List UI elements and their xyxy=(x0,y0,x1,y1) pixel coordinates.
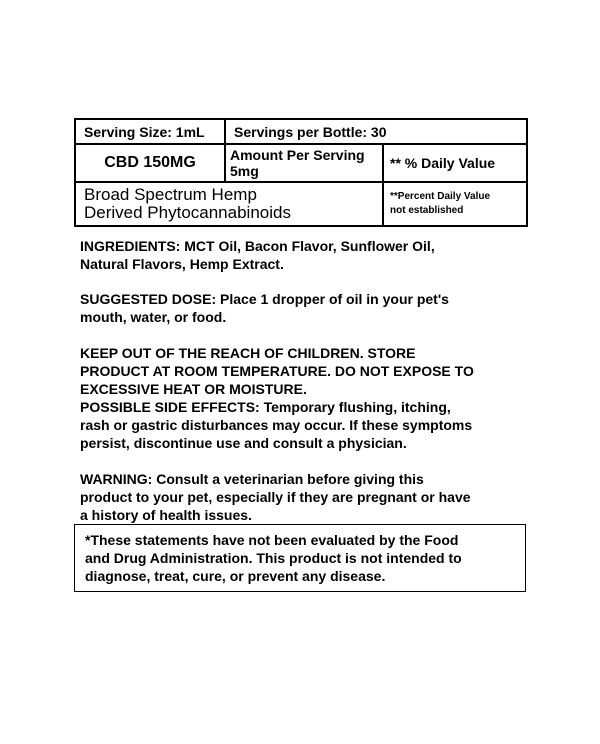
side-effects-section xyxy=(80,398,530,452)
spectrum-line-2: Derived Phytocannabinoids xyxy=(84,203,291,222)
servings-per-bottle-cell: Servings per Bottle: 30 xyxy=(225,119,527,144)
spectrum-line-1: Broad Spectrum Hemp xyxy=(84,185,257,204)
disclaimer-line-1: *These statements have not been evaluated by the Food xyxy=(85,532,459,548)
side-effects-line-2: rash or gastric disturbances may occur. If these symptoms xyxy=(80,417,473,433)
amount-per-serving-cell xyxy=(225,144,383,182)
storage-line-2: PRODUCT AT ROOM TEMPERATURE. DO NOT EXPOSE TO xyxy=(80,363,474,379)
suggested-dose-line-2: mouth, water, or food. xyxy=(80,309,227,325)
daily-value-note-cell xyxy=(383,182,527,226)
ingredients-section xyxy=(80,237,530,273)
side-effects-line-1: POSSIBLE SIDE EFFECTS: Temporary flushing, itching, xyxy=(80,399,451,415)
suggested-dose-section xyxy=(80,290,530,326)
disclaimer-line-2: and Drug Administration. This product is not intended to xyxy=(85,550,462,566)
warning-line-2: product to your pet, especially if they are pregnant or have xyxy=(80,489,471,505)
facts-row-amount xyxy=(75,144,527,182)
ingredients-line-1: INGREDIENTS: MCT Oil, Bacon Flavor, Sunflower Oil, xyxy=(80,238,435,254)
daily-value-header-cell: ** % Daily Value xyxy=(383,144,527,182)
amount-per-serving-value: 5mg xyxy=(230,163,259,179)
supplement-facts-table xyxy=(74,118,528,227)
spectrum-cell xyxy=(75,182,383,226)
facts-row-serving xyxy=(75,119,527,144)
serving-size-cell: Serving Size: 1mL xyxy=(75,119,225,144)
storage-line-1: KEEP OUT OF THE REACH OF CHILDREN. STORE xyxy=(80,345,416,361)
side-effects-line-3: persist, discontinue use and consult a physician. xyxy=(80,435,407,451)
cbd-amount-cell: CBD 150MG xyxy=(75,144,225,182)
daily-value-note-line-2: not established xyxy=(390,205,464,216)
warning-line-3: a history of health issues. xyxy=(80,507,252,523)
warning-section xyxy=(80,470,530,524)
fda-disclaimer-box xyxy=(74,524,526,592)
disclaimer-line-3: diagnose, treat, cure, or prevent any disease. xyxy=(85,568,386,584)
facts-row-spectrum xyxy=(75,182,527,226)
storage-section xyxy=(80,344,530,398)
daily-value-note-line-1: **Percent Daily Value xyxy=(390,191,491,202)
suggested-dose-line-1: SUGGESTED DOSE: Place 1 dropper of oil in your pet's xyxy=(80,291,449,307)
warning-line-1: WARNING: Consult a veterinarian before giving this xyxy=(80,471,424,487)
amount-per-serving-label: Amount Per Serving xyxy=(230,147,365,163)
storage-line-3: EXCESSIVE HEAT OR MOISTURE. xyxy=(80,381,307,397)
ingredients-line-2: Natural Flavors, Hemp Extract. xyxy=(80,256,284,272)
